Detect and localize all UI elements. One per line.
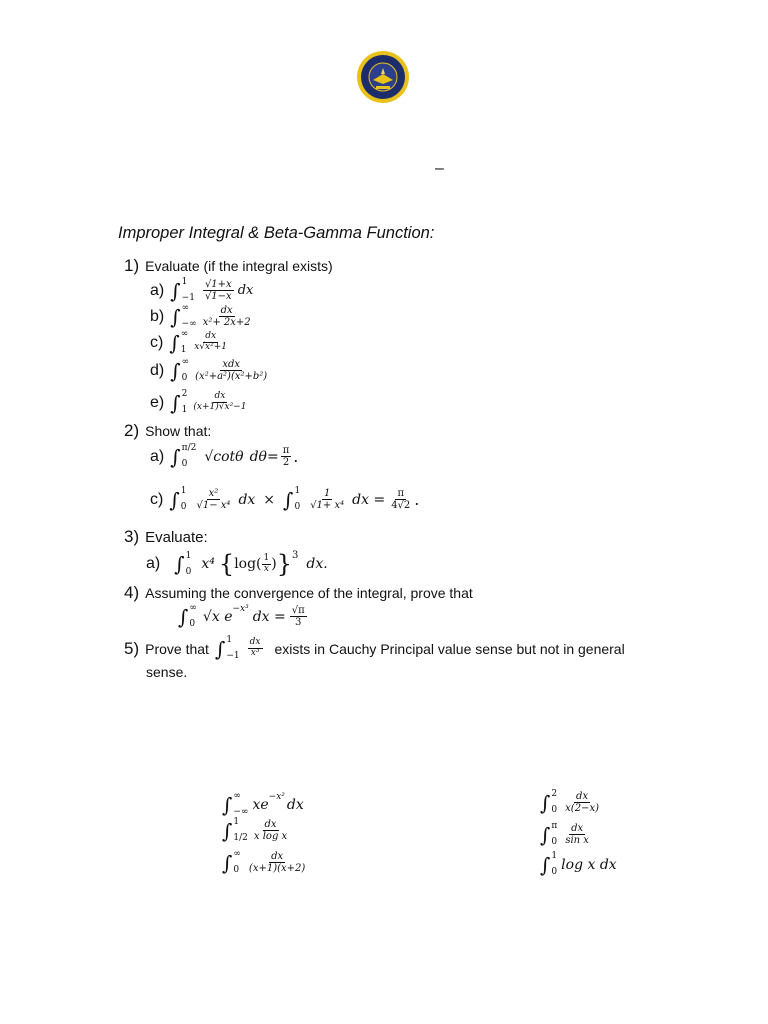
lower-limit: −∞ — [233, 807, 249, 817]
problem-number: 3) — [124, 527, 140, 546]
problem-text: Evaluate: — [145, 528, 208, 546]
numerator: dx — [576, 791, 589, 802]
lower-limit: 0 — [181, 373, 188, 383]
integral-sign: ∫ π 0 — [540, 821, 558, 847]
problem-3a — [146, 550, 328, 578]
differential: dθ= — [249, 448, 279, 465]
lower-limit: 1/2 — [233, 833, 248, 843]
integral-sign: ∫ 2 1 — [170, 389, 188, 415]
problem-4-heading — [124, 583, 473, 603]
lower-limit: −1 — [181, 293, 195, 303]
problem-5 — [124, 636, 625, 661]
problem-2c — [150, 487, 419, 512]
header-dash: – — [435, 160, 444, 177]
integrand-fraction — [252, 819, 289, 842]
problem-text-before: Prove that — [145, 640, 209, 657]
problem-1b — [150, 304, 255, 329]
problem-1-heading — [124, 256, 333, 276]
integral-sign: ∫ ∞ 0 — [170, 357, 190, 383]
inner-fraction — [262, 554, 272, 575]
university-seal-logo — [356, 50, 410, 104]
upper-limit: ∞ — [233, 791, 241, 801]
end-period: . — [414, 490, 420, 509]
integrand-fraction — [203, 279, 234, 302]
lower-limit: 0 — [181, 459, 188, 469]
problem-1a — [150, 278, 253, 303]
upper-limit: π/2 — [181, 443, 197, 453]
denominator: x²+ 2x+2 — [202, 317, 251, 328]
lower-limit: 0 — [185, 566, 192, 577]
integral-sign-1: ∫ 1 0 — [169, 486, 187, 512]
integrand: log x dx — [561, 856, 617, 873]
numerator: dx — [271, 851, 284, 862]
lower-limit: 0 — [551, 867, 558, 877]
problem-4-formula — [178, 604, 309, 629]
differential: dx — [286, 796, 304, 813]
differential-2: dx = — [352, 491, 386, 508]
denominator: 4√2 — [391, 500, 411, 511]
lower-limit: 0 — [180, 502, 187, 512]
upper-limit: 1 — [185, 550, 192, 561]
integral-sign: ∫ ∞ 0 — [178, 603, 197, 629]
lower-limit: 0 — [294, 502, 301, 512]
denominator: (x+1)(x+2) — [248, 863, 306, 874]
upper-limit: ∞ — [233, 849, 241, 859]
numerator: 1 — [323, 488, 331, 499]
numerator: √1+x — [204, 279, 232, 290]
numerator: x² — [208, 488, 219, 499]
upper-limit: 1 — [233, 817, 240, 827]
upper-limit: 1 — [180, 486, 187, 496]
differential: dx — [237, 283, 254, 298]
rhs-fraction — [281, 445, 292, 468]
numerator: dx — [264, 819, 277, 830]
integrand: xe — [252, 796, 269, 813]
numerator: dx — [220, 305, 233, 316]
problem-1d — [150, 358, 271, 383]
problem-text-after: exists in Cauchy Principal value sense but not in general — [274, 640, 625, 657]
integral-sign: ∫ π/2 0 — [170, 443, 197, 469]
numerator: π — [282, 445, 290, 456]
part-label: a) — [146, 555, 161, 572]
integral-sign-2: ∫ 1 0 — [283, 486, 301, 512]
problem-1c — [150, 330, 231, 355]
brace-open: { — [218, 550, 235, 578]
part-label: c) — [150, 333, 164, 351]
denominator: x — [263, 563, 269, 574]
numerator: dx — [205, 331, 217, 342]
denominator: 2 — [282, 457, 290, 468]
problem-text: Show that: — [145, 423, 212, 439]
integrand: √x e — [202, 608, 233, 625]
differential: dx = — [252, 608, 286, 625]
numerator: √π — [291, 605, 305, 616]
denominator: sin x — [565, 835, 589, 846]
part-label: d) — [150, 361, 165, 379]
extra-right-2 — [540, 822, 593, 847]
integrand-fraction — [248, 638, 263, 659]
integrand-fraction — [193, 359, 269, 382]
denominator: 3 — [295, 617, 302, 628]
integrand-fraction — [247, 851, 307, 874]
integral-sign: ∫ 1 0 — [540, 851, 558, 877]
denominator: √1− x⁴ — [196, 500, 231, 511]
upper-limit: 2 — [181, 389, 188, 399]
power-term: x⁴ — [201, 556, 215, 572]
integrand-fraction — [563, 823, 591, 846]
integrand-fraction — [563, 791, 601, 814]
extra-right-3 — [540, 852, 617, 877]
problem-text: Assuming the convergence of the integral, prove that — [145, 585, 473, 601]
differential: dx. — [306, 556, 328, 572]
integrand-fraction — [201, 305, 253, 328]
numerator: 1 — [263, 552, 270, 563]
problem-1e — [150, 390, 250, 415]
upper-limit: 1 — [551, 851, 558, 861]
problem-text: Evaluate (if the integral exists) — [145, 258, 333, 274]
lower-limit: 0 — [233, 865, 240, 875]
times-sign: × — [263, 491, 276, 508]
university-seal-icon — [356, 50, 410, 104]
upper-limit: ∞ — [180, 329, 189, 339]
rhs-fraction — [290, 605, 307, 628]
integral-sign: ∫ ∞ −∞ — [170, 303, 197, 329]
lower-limit: −∞ — [181, 319, 197, 329]
problem-2a — [150, 444, 298, 469]
numerator: π — [397, 488, 405, 499]
upper-limit: 1 — [181, 277, 188, 287]
numerator: dx — [214, 391, 226, 402]
integral-sign: ∫ 1 −1 — [214, 635, 240, 661]
integral-sign: ∫ 1 0 — [174, 550, 192, 577]
numerator: dx — [571, 823, 584, 834]
log-function: log( — [234, 556, 262, 572]
problem-number: 5) — [124, 638, 140, 658]
lower-limit: 1 — [181, 405, 188, 415]
part-label: c) — [150, 490, 164, 508]
extra-right-1 — [540, 790, 603, 815]
differential-1: dx — [238, 491, 256, 508]
integral-sign: ∫ ∞ 1 — [169, 329, 189, 355]
part-label: b) — [150, 307, 165, 325]
part-label: a) — [150, 447, 165, 465]
denominator: √1+ x⁴ — [310, 500, 345, 511]
problem-number: 4) — [124, 583, 140, 602]
denominator: x√x²+1 — [194, 342, 228, 352]
numerator: xdx — [222, 359, 241, 370]
rhs-fraction — [389, 488, 412, 511]
exponent: −x² — [268, 792, 285, 802]
brace-close: } — [276, 550, 293, 578]
extra-left-2 — [222, 818, 291, 843]
cube-exponent: 3 — [292, 550, 299, 561]
part-label: e) — [150, 393, 165, 411]
denominator: √1−x — [204, 291, 232, 302]
exponent: −x³ — [232, 604, 249, 614]
lower-limit: 1 — [180, 345, 187, 355]
denominator: (x+1)√x²−1 — [193, 402, 247, 412]
integral-sign: ∫ ∞ 0 — [222, 849, 241, 875]
upper-limit: 1 — [294, 486, 301, 496]
integrand-fraction-2 — [308, 488, 346, 511]
upper-limit: π — [551, 821, 558, 831]
integral-sign: ∫ 2 0 — [540, 789, 558, 815]
part-label: a) — [150, 281, 165, 299]
extra-left-1 — [222, 792, 304, 817]
problem-2-heading — [124, 421, 211, 441]
lower-limit: 0 — [551, 837, 558, 847]
upper-limit: 2 — [551, 789, 558, 799]
problem-5-line2: sense. — [146, 664, 188, 680]
upper-limit: 1 — [226, 635, 233, 645]
integrand: √cotθ — [204, 448, 244, 465]
problem-3-heading — [124, 527, 208, 547]
lower-limit: 0 — [189, 619, 196, 629]
upper-limit: ∞ — [181, 357, 190, 367]
denominator: x log x — [253, 831, 288, 842]
lower-limit: 0 — [551, 805, 558, 815]
integral-sign: ∫ ∞ −∞ — [222, 791, 249, 817]
integrand-fraction — [192, 332, 229, 353]
denominator: x(2−x) — [565, 803, 599, 814]
lower-limit: −1 — [226, 651, 240, 661]
integrand-fraction-1 — [194, 488, 232, 511]
problem-number: 2) — [124, 421, 140, 440]
problem-number: 1) — [124, 256, 140, 275]
log-close: ) — [271, 556, 277, 572]
integral-sign: ∫ 1 −1 — [170, 277, 195, 303]
upper-limit: ∞ — [189, 603, 197, 613]
numerator: dx — [249, 637, 261, 648]
end-period: . — [293, 447, 299, 466]
upper-limit: ∞ — [181, 303, 190, 313]
extra-left-3 — [222, 850, 309, 875]
section-title: Improper Integral & Beta-Gamma Function: — [118, 224, 435, 242]
denominator: (x²+a²)(x²+b²) — [195, 371, 268, 382]
integral-sign: ∫ 1 1/2 — [222, 817, 248, 843]
integrand-fraction — [191, 392, 248, 413]
denominator: x³ — [250, 648, 260, 658]
